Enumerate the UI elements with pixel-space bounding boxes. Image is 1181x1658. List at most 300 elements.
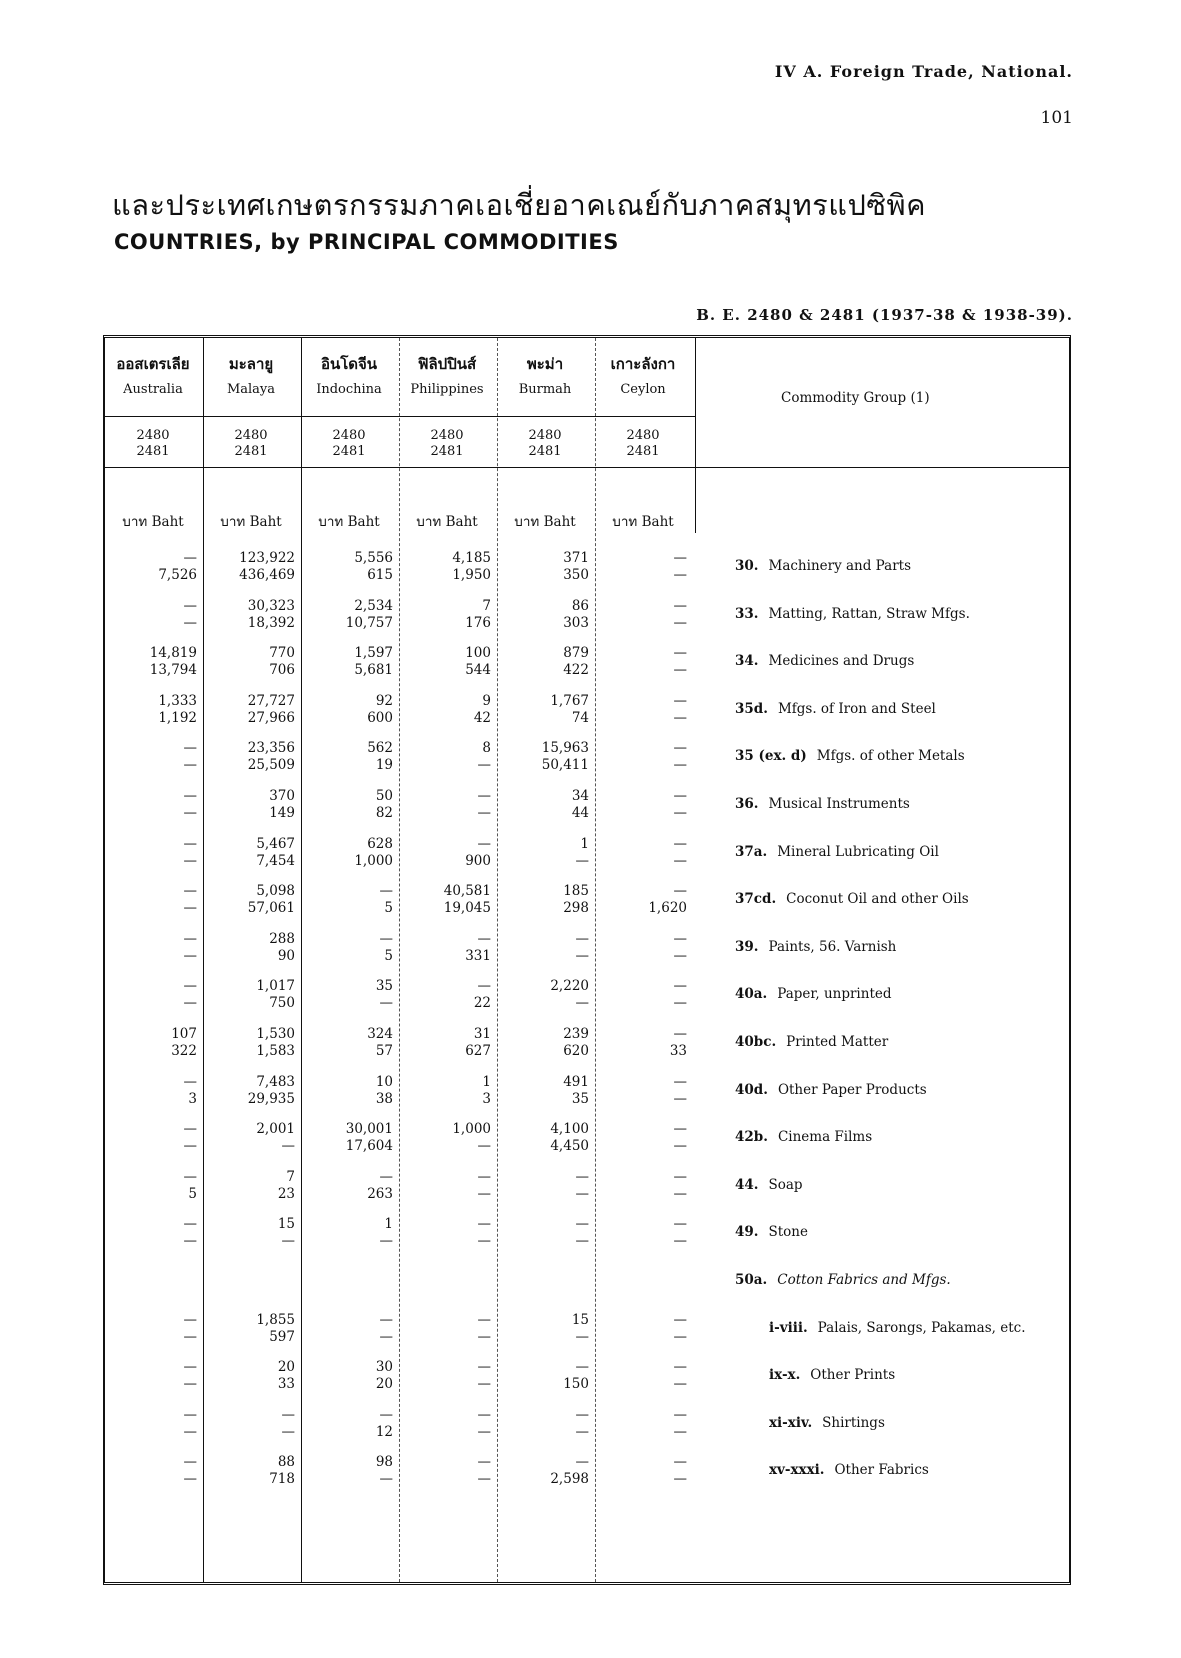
value-cell xyxy=(595,1264,687,1298)
value-2480: 2,534 xyxy=(354,597,393,614)
value-cell xyxy=(497,1407,589,1441)
value-2481: — xyxy=(673,662,687,679)
commodity-name: Coconut Oil and other Oils xyxy=(786,891,969,908)
year-label: 2481 xyxy=(430,444,464,459)
value-2481 xyxy=(399,1281,491,1298)
value-2480: 30,001 xyxy=(345,1121,393,1138)
unit-label: บาท Baht xyxy=(514,514,576,530)
value-cell xyxy=(203,1169,295,1203)
value-cell xyxy=(595,1026,687,1060)
value-2481 xyxy=(105,1281,197,1298)
value-2480: 15,963 xyxy=(541,740,589,757)
value-2481: — xyxy=(575,1185,589,1202)
value-2480: 15 xyxy=(277,1216,295,1233)
value-cell xyxy=(399,1454,491,1488)
value-2481: — xyxy=(183,614,197,631)
value-2481: — xyxy=(673,852,687,869)
value-2481: 4,450 xyxy=(550,1138,589,1155)
value-2481: 35 xyxy=(571,1090,589,1107)
value-2480: 1,017 xyxy=(256,978,295,995)
value-cell xyxy=(105,978,197,1012)
value-cell xyxy=(301,1121,393,1155)
value-2481: — xyxy=(379,1471,393,1488)
column-thai-name: ฟิลิปปินส์ xyxy=(417,355,477,373)
value-cell xyxy=(595,693,687,727)
value-2481: — xyxy=(281,1233,295,1250)
value-cell xyxy=(497,598,589,632)
commodity-code: 34. xyxy=(735,653,759,670)
unit-label: บาท Baht xyxy=(122,514,184,530)
value-2481: — xyxy=(477,1138,491,1155)
value-cell xyxy=(399,931,491,965)
value-2480: 34 xyxy=(571,788,589,804)
value-2480: — xyxy=(575,1359,589,1376)
value-cell xyxy=(203,740,295,774)
value-2481: 5 xyxy=(384,947,393,964)
value-cell xyxy=(399,1169,491,1203)
value-cell xyxy=(399,645,491,679)
value-2481 xyxy=(497,1281,589,1298)
value-cell xyxy=(203,1026,295,1060)
value-2480: 23,356 xyxy=(247,740,295,757)
value-2481: — xyxy=(673,1328,687,1345)
value-2481: — xyxy=(477,1423,491,1440)
value-cell xyxy=(203,1264,295,1298)
commodity-code: 50a. xyxy=(735,1272,768,1288)
value-2481: 1,620 xyxy=(648,900,687,917)
value-2480: 1 xyxy=(384,1216,393,1233)
value-cell xyxy=(399,1026,491,1060)
value-2481: 27,966 xyxy=(247,709,295,726)
value-2480: — xyxy=(183,1168,197,1185)
value-2481: 600 xyxy=(367,709,393,726)
value-2481: 298 xyxy=(563,900,589,917)
column-divider xyxy=(695,338,696,533)
value-cell xyxy=(497,1074,589,1108)
commodity-code: 39. xyxy=(735,938,759,955)
value-2481: — xyxy=(673,805,687,821)
value-cell xyxy=(203,1359,295,1393)
value-2481: 29,935 xyxy=(247,1090,295,1107)
value-2481: 1,950 xyxy=(452,567,491,583)
commodity-code: 49. xyxy=(735,1224,759,1241)
value-cell xyxy=(301,931,393,965)
column-english-name: Australia xyxy=(123,382,183,397)
value-cell xyxy=(301,1169,393,1203)
commodity-name: Medicines and Drugs xyxy=(768,653,915,670)
value-cell xyxy=(105,883,197,917)
value-2481: 422 xyxy=(563,662,589,679)
value-2480 xyxy=(595,1264,687,1281)
header-divider xyxy=(105,416,695,417)
value-2481: 615 xyxy=(367,567,393,583)
value-2480: 4,100 xyxy=(550,1121,589,1138)
value-2480: — xyxy=(183,978,197,995)
value-2480: — xyxy=(673,1073,687,1090)
value-2480: 2,220 xyxy=(550,978,589,995)
value-cell xyxy=(595,1169,687,1203)
year-label: 2480 xyxy=(332,428,366,443)
year-label: 2480 xyxy=(430,428,464,443)
commodity-name: Other Prints xyxy=(810,1367,896,1384)
value-cell xyxy=(497,1169,589,1203)
unit-label: บาท Baht xyxy=(220,514,282,530)
commodity-name: Palais, Sarongs, Pakamas, etc. xyxy=(817,1319,1026,1336)
value-cell xyxy=(203,1074,295,1108)
value-2481: 718 xyxy=(269,1471,295,1488)
commodity-name: Musical Instruments xyxy=(768,796,910,812)
commodity-name: Other Paper Products xyxy=(777,1081,927,1098)
value-2480: 88 xyxy=(277,1454,295,1471)
value-2480: 14,819 xyxy=(149,645,197,662)
value-2480: — xyxy=(575,930,589,947)
commodity-code: 36. xyxy=(735,796,759,812)
value-cell xyxy=(105,931,197,965)
commodity-code: 33. xyxy=(735,605,759,622)
value-2480: — xyxy=(183,597,197,614)
value-cell xyxy=(105,1359,197,1393)
value-2481: 38 xyxy=(375,1090,393,1107)
value-cell xyxy=(301,1216,393,1250)
value-2480: 1,000 xyxy=(452,1121,491,1138)
value-2481: 22 xyxy=(473,995,491,1012)
column-thai-name: เกาะลังกา xyxy=(610,355,676,373)
value-cell xyxy=(497,788,589,822)
value-2480: — xyxy=(477,1359,491,1376)
value-cell xyxy=(497,550,589,584)
value-2481: 17,604 xyxy=(345,1138,393,1155)
unit-label: บาท Baht xyxy=(416,514,478,530)
value-cell xyxy=(301,978,393,1012)
column-header-malaya xyxy=(201,352,301,397)
value-2480: — xyxy=(673,1168,687,1185)
value-2480: — xyxy=(183,1406,197,1423)
value-2480: 324 xyxy=(367,1026,393,1042)
value-cell xyxy=(399,693,491,727)
value-2481: 19 xyxy=(375,757,393,774)
column-years xyxy=(397,428,497,460)
value-2481: 149 xyxy=(269,805,295,821)
value-cell xyxy=(399,550,491,584)
value-2481: — xyxy=(575,852,589,869)
value-2481: 322 xyxy=(171,1043,197,1059)
commodity-group-header: Commodity Group (1) xyxy=(781,390,930,406)
value-2480: 98 xyxy=(375,1454,393,1471)
value-cell xyxy=(301,598,393,632)
value-2480: 107 xyxy=(171,1026,197,1042)
value-2480: 1 xyxy=(482,1073,491,1090)
value-2480: 5,098 xyxy=(256,883,295,900)
column-header-burmah xyxy=(495,352,595,397)
value-cell xyxy=(301,883,393,917)
value-2481: 1,000 xyxy=(354,852,393,869)
value-cell xyxy=(301,1312,393,1346)
value-2481: 33 xyxy=(277,1376,295,1393)
value-2480: — xyxy=(477,1406,491,1423)
commodity-code: 42b. xyxy=(735,1129,768,1146)
value-2480: — xyxy=(183,788,197,804)
value-2481: 74 xyxy=(571,709,589,726)
value-cell xyxy=(301,550,393,584)
value-2480: 5,556 xyxy=(354,550,393,566)
column-years xyxy=(201,428,301,460)
value-2480 xyxy=(203,1264,295,1281)
value-cell xyxy=(203,788,295,822)
value-2480: — xyxy=(183,1454,197,1471)
column-thai-name: พะม่า xyxy=(526,355,564,373)
value-2481: 597 xyxy=(269,1328,295,1345)
value-cell xyxy=(203,1121,295,1155)
commodity-label xyxy=(769,1320,1026,1336)
value-cell xyxy=(399,598,491,632)
value-2480: 288 xyxy=(269,930,295,947)
value-2480: 4,185 xyxy=(452,550,491,566)
english-title: COUNTRIES, by PRINCIPAL COMMODITIES xyxy=(114,230,619,254)
commodity-code: 35 (ex. d) xyxy=(735,748,807,765)
value-cell xyxy=(595,645,687,679)
value-cell xyxy=(399,883,491,917)
value-cell xyxy=(105,1312,197,1346)
value-cell xyxy=(497,883,589,917)
value-2480: 1,855 xyxy=(256,1311,295,1328)
commodity-code: xv-xxxi. xyxy=(769,1462,825,1479)
value-2480: 5,467 xyxy=(256,835,295,852)
value-cell xyxy=(497,693,589,727)
value-2481: 263 xyxy=(367,1185,393,1202)
value-2481: 33 xyxy=(669,1043,687,1059)
value-cell xyxy=(301,1454,393,1488)
value-2480 xyxy=(105,1264,197,1281)
commodity-name: Paper, unprinted xyxy=(777,986,892,1003)
value-2481: — xyxy=(379,995,393,1012)
year-label: 2480 xyxy=(136,428,170,443)
value-2481: 5,681 xyxy=(354,662,393,679)
value-2480: 371 xyxy=(563,550,589,566)
value-2480: — xyxy=(673,1216,687,1233)
value-2481: — xyxy=(575,947,589,964)
column-english-name: Ceylon xyxy=(620,382,666,397)
value-2481: — xyxy=(673,1185,687,1202)
value-2480: 123,922 xyxy=(239,550,295,566)
value-cell xyxy=(105,1264,197,1298)
value-2481: 13,794 xyxy=(149,662,197,679)
column-english-name: Malaya xyxy=(226,382,276,397)
value-cell xyxy=(399,1074,491,1108)
commodity-label xyxy=(735,606,970,622)
value-2480: 491 xyxy=(563,1073,589,1090)
value-2481: 12 xyxy=(375,1423,393,1440)
commodity-code: ix-x. xyxy=(769,1367,801,1384)
value-cell xyxy=(595,1121,687,1155)
value-2480: — xyxy=(477,1216,491,1233)
value-2480: 92 xyxy=(375,692,393,709)
value-2480: 185 xyxy=(563,883,589,900)
year-label: 2481 xyxy=(626,444,660,459)
value-2481: — xyxy=(575,1328,589,1345)
column-years xyxy=(299,428,399,460)
commodity-label xyxy=(735,558,911,574)
column-thai-name: ออสเตรเลีย xyxy=(116,355,190,373)
commodity-name: Matting, Rattan, Straw Mfgs. xyxy=(768,605,970,622)
year-label: 2480 xyxy=(528,428,562,443)
value-2480: 15 xyxy=(571,1311,589,1328)
value-2480: — xyxy=(673,788,687,804)
value-2481: 436,469 xyxy=(239,567,295,583)
value-2481: 176 xyxy=(465,614,491,631)
value-2480: — xyxy=(183,1216,197,1233)
value-2480: — xyxy=(477,788,491,804)
value-2480: 628 xyxy=(367,835,393,852)
commodity-name: Shirtings xyxy=(822,1414,885,1431)
value-cell xyxy=(105,1407,197,1441)
value-2480: 10 xyxy=(375,1073,393,1090)
value-cell xyxy=(497,740,589,774)
unit-label: บาท Baht xyxy=(612,514,674,530)
value-2480: — xyxy=(183,740,197,757)
value-2481: — xyxy=(673,1471,687,1488)
commodity-label xyxy=(769,1367,895,1383)
value-2481: — xyxy=(183,995,197,1012)
commodity-name: Mfgs. of other Metals xyxy=(816,748,965,765)
value-2480: — xyxy=(379,930,393,947)
value-2480: — xyxy=(183,835,197,852)
column-english-name: Philippines xyxy=(410,382,484,397)
value-2480: 8 xyxy=(482,740,491,757)
value-2480 xyxy=(399,1264,491,1281)
value-2480: — xyxy=(183,1121,197,1138)
value-2481: — xyxy=(183,1328,197,1345)
value-2481 xyxy=(301,1281,393,1298)
value-cell xyxy=(497,836,589,870)
value-cell xyxy=(203,693,295,727)
value-2481 xyxy=(595,1281,687,1298)
value-cell xyxy=(497,1121,589,1155)
value-2481: — xyxy=(477,1471,491,1488)
value-cell xyxy=(203,1407,295,1441)
commodity-label xyxy=(735,986,892,1002)
commodity-label xyxy=(735,1177,803,1193)
value-2480: — xyxy=(673,1121,687,1138)
value-2481: — xyxy=(575,1423,589,1440)
column-thai-name: อินโดจีน xyxy=(320,355,378,373)
value-cell xyxy=(595,788,687,822)
value-2480: 100 xyxy=(465,645,491,662)
value-2480: 30 xyxy=(375,1359,393,1376)
value-2480: — xyxy=(673,1454,687,1471)
value-2481: — xyxy=(477,1376,491,1393)
value-2481: — xyxy=(673,1233,687,1250)
section-header: IV A. Foreign Trade, National. xyxy=(774,62,1073,81)
value-cell xyxy=(301,836,393,870)
value-2480: — xyxy=(673,597,687,614)
value-cell xyxy=(497,1454,589,1488)
year-label: 2480 xyxy=(626,428,660,443)
commodity-label xyxy=(735,1082,927,1098)
value-2480: 7 xyxy=(482,597,491,614)
value-2481: 620 xyxy=(563,1043,589,1059)
value-2481: 23 xyxy=(277,1185,295,1202)
commodity-name: Cotton Fabrics and Mfgs. xyxy=(777,1272,951,1288)
value-cell xyxy=(301,1026,393,1060)
value-2481: — xyxy=(183,947,197,964)
value-2481: 18,392 xyxy=(247,614,295,631)
value-2480: 35 xyxy=(375,978,393,995)
value-cell xyxy=(105,550,197,584)
value-2481: — xyxy=(183,1233,197,1250)
value-cell xyxy=(399,1121,491,1155)
value-2480: — xyxy=(379,1311,393,1328)
value-cell xyxy=(595,1074,687,1108)
value-2481: 42 xyxy=(473,709,491,726)
value-2480 xyxy=(301,1264,393,1281)
value-cell xyxy=(595,931,687,965)
value-cell xyxy=(203,931,295,965)
value-cell xyxy=(301,1359,393,1393)
value-cell xyxy=(399,1312,491,1346)
commodity-label xyxy=(769,1415,885,1431)
value-cell xyxy=(399,1264,491,1298)
value-cell xyxy=(595,978,687,1012)
value-2480 xyxy=(497,1264,589,1281)
value-2480: 86 xyxy=(571,597,589,614)
value-cell xyxy=(203,883,295,917)
value-2481: 50,411 xyxy=(541,757,589,774)
value-2481: 303 xyxy=(563,614,589,631)
value-cell xyxy=(301,693,393,727)
value-2480: 7,483 xyxy=(256,1073,295,1090)
year-label: 2481 xyxy=(234,444,268,459)
value-cell xyxy=(105,836,197,870)
value-2481: 627 xyxy=(465,1043,491,1059)
value-2481: — xyxy=(477,1233,491,1250)
value-2481: 7,454 xyxy=(256,852,295,869)
value-2481: 44 xyxy=(571,805,589,821)
value-2480: — xyxy=(575,1454,589,1471)
value-2480: 2,001 xyxy=(256,1121,295,1138)
commodity-label xyxy=(735,1224,808,1240)
value-2480: — xyxy=(379,883,393,900)
value-cell xyxy=(105,1074,197,1108)
value-2480: 1,767 xyxy=(550,692,589,709)
value-2481: — xyxy=(477,757,491,774)
value-2480: 770 xyxy=(269,645,295,662)
value-2480: 879 xyxy=(563,645,589,662)
value-cell xyxy=(203,1216,295,1250)
column-years xyxy=(593,428,693,460)
value-2481: 331 xyxy=(465,947,491,964)
value-2481: 82 xyxy=(375,805,393,821)
value-cell xyxy=(399,1407,491,1441)
value-2480: — xyxy=(673,645,687,662)
value-cell xyxy=(301,1264,393,1298)
value-2481 xyxy=(203,1281,295,1298)
value-2480: — xyxy=(477,1311,491,1328)
value-2481: 150 xyxy=(563,1376,589,1393)
commodity-table xyxy=(103,335,1071,1585)
value-2480: 1,530 xyxy=(256,1026,295,1042)
value-2480: 7 xyxy=(286,1168,295,1185)
value-2481: — xyxy=(183,1423,197,1440)
value-2481: — xyxy=(673,757,687,774)
value-cell xyxy=(595,1454,687,1488)
value-2480: — xyxy=(673,740,687,757)
year-label: 2481 xyxy=(136,444,170,459)
value-2480: — xyxy=(673,692,687,709)
value-2481: — xyxy=(673,709,687,726)
value-2480: — xyxy=(673,930,687,947)
value-2480: — xyxy=(183,1311,197,1328)
value-2480: 30,323 xyxy=(247,597,295,614)
